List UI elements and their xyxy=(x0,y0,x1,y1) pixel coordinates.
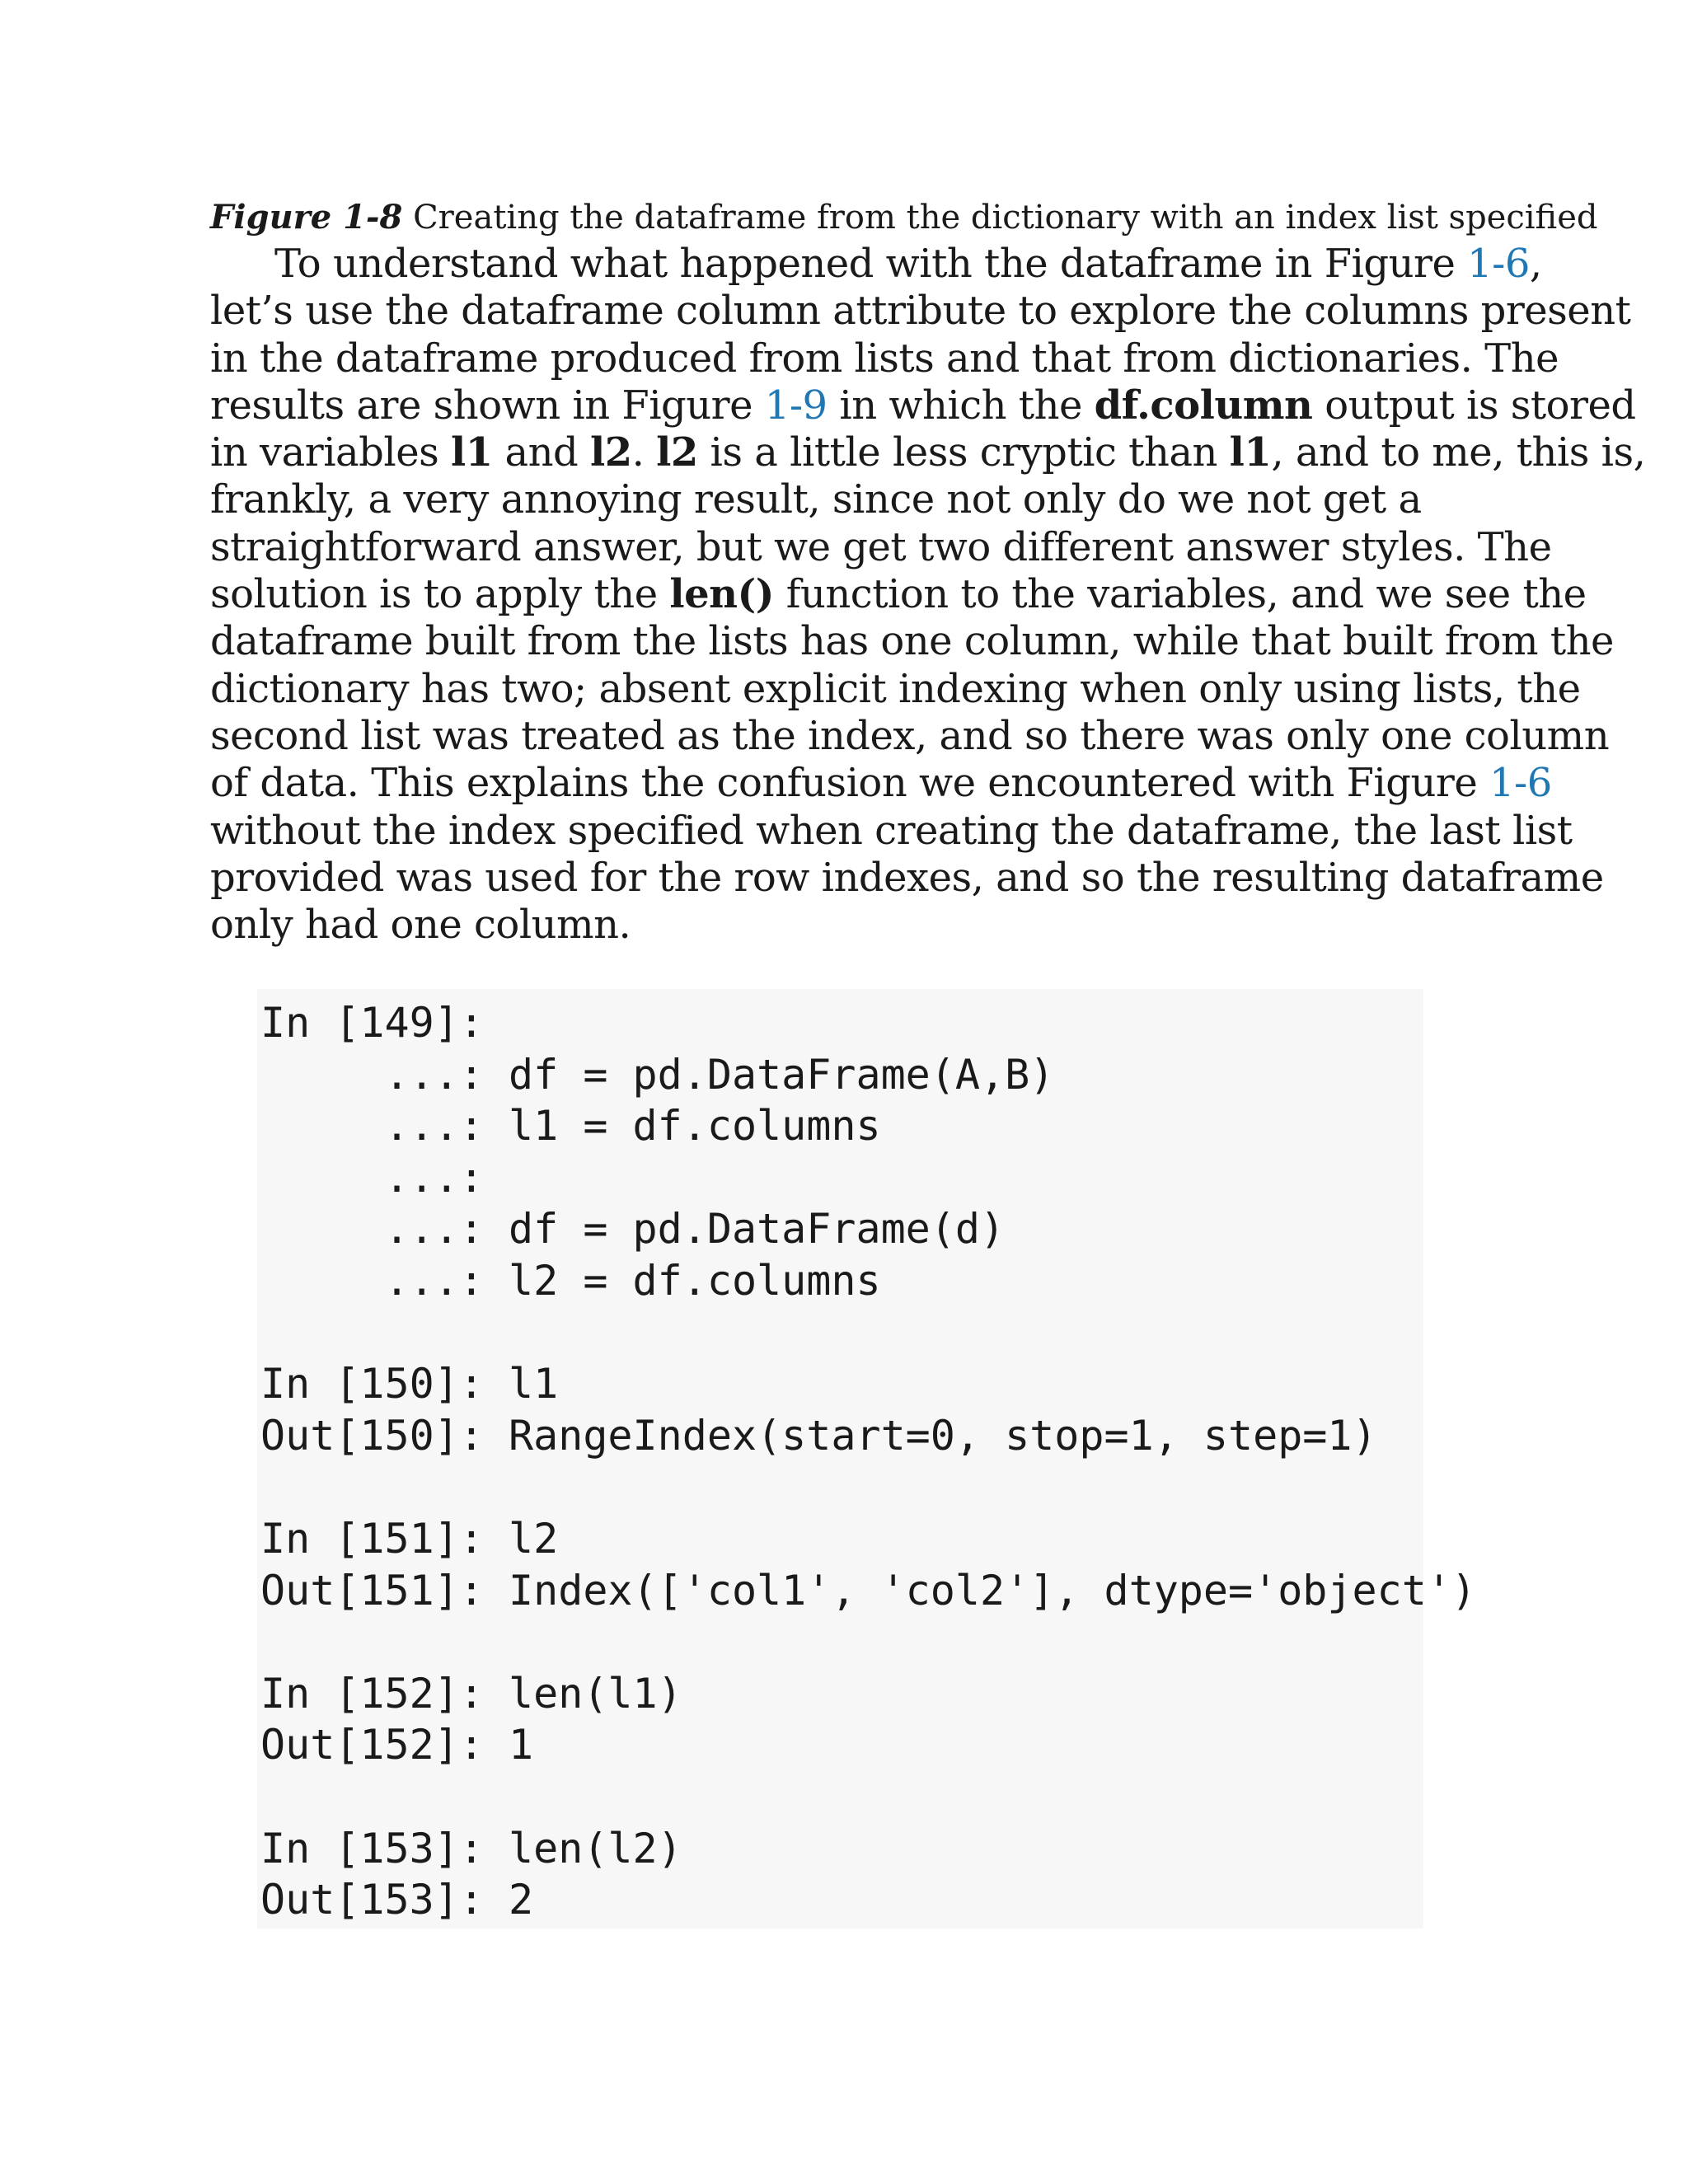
paragraph-line xyxy=(210,902,1479,949)
text-run: without the index specified when creating the dataframe, the last list xyxy=(210,807,1573,854)
figure-caption xyxy=(210,196,1598,239)
paragraph-line xyxy=(210,335,1559,382)
figure-reference-link[interactable]: 1-6 xyxy=(1467,241,1530,287)
text-run: in which the xyxy=(827,382,1095,429)
code-line: In [149]: xyxy=(260,999,484,1047)
paragraph-line xyxy=(210,241,1542,288)
code-line: ...: l2 = df.columns xyxy=(260,1257,881,1305)
code-line: In [151]: l2 xyxy=(260,1515,559,1563)
paragraph-line xyxy=(210,523,1552,571)
inline-code-term: len() xyxy=(669,571,774,618)
figure-reference-link[interactable]: 1-9 xyxy=(764,382,828,429)
text-run: straightforward answer, but we get two different answer styles. The xyxy=(210,523,1552,570)
text-run: output is stored xyxy=(1312,382,1636,429)
paragraph-line xyxy=(210,382,1636,429)
paragraph-line xyxy=(210,665,1581,713)
inline-code-term: l2 xyxy=(589,429,632,476)
code-line: ...: xyxy=(260,1153,484,1202)
paragraph-line xyxy=(210,288,1631,335)
text-run: . xyxy=(631,429,657,476)
figure-label: Figure 1-8 xyxy=(210,198,403,237)
text-run: function to the variables, and we see the xyxy=(773,571,1587,618)
paragraph-line xyxy=(210,618,1614,665)
text-run: , and to me, this is, xyxy=(1271,429,1646,476)
code-line: Out[152]: 1 xyxy=(260,1721,534,1769)
code-line: Out[151]: Index(['col1', 'col2'], dtype='object') xyxy=(260,1566,1477,1615)
text-run: in variables xyxy=(210,429,452,476)
paragraph-line xyxy=(210,571,1587,618)
figure-reference-link[interactable]: 1-6 xyxy=(1489,760,1552,807)
text-run: dictionary has two; absent explicit indexing when only using lists, the xyxy=(210,665,1581,712)
text-run: results are shown in Figure xyxy=(210,382,765,429)
code-line: In [150]: l1 xyxy=(260,1360,559,1408)
text-run: solution is to apply the xyxy=(210,571,670,618)
body-paragraph xyxy=(210,241,1646,949)
code-line: In [152]: len(l1) xyxy=(260,1669,682,1718)
code-line: Out[150]: RangeIndex(start=0, stop=1, step=1) xyxy=(260,1411,1377,1460)
text-run: only had one column. xyxy=(210,902,631,949)
text-run: frankly, a very annoying result, since not only do we not get a xyxy=(210,476,1422,523)
text-run: second list was treated as the index, and so there was only one column xyxy=(210,712,1610,759)
paragraph-line xyxy=(210,476,1479,523)
text-run: of data. This explains the confusion we encountered with Figure xyxy=(210,760,1489,807)
code-line: Out[153]: 2 xyxy=(260,1876,534,1924)
code-line: ...: l1 = df.columns xyxy=(260,1102,881,1151)
text-run: let’s use the dataframe column attribute to explore the columns present xyxy=(210,288,1631,335)
paragraph-line xyxy=(210,760,1552,807)
inline-code-term: l2 xyxy=(656,429,698,476)
text-run: dataframe built from the lists has one column, while that built from the xyxy=(210,618,1614,665)
paragraph-line xyxy=(210,712,1610,760)
inline-code-term: l1 xyxy=(1229,429,1272,476)
figure-caption-text: Creating the dataframe from the dictionary with an index list specified xyxy=(413,199,1598,237)
paragraph-line xyxy=(210,854,1604,902)
text-run: provided was used for the row indexes, and so the resulting dataframe xyxy=(210,854,1604,901)
text-run: To understand what happened with the dataframe in Figure xyxy=(274,241,1468,287)
code-screenshot xyxy=(257,989,1477,1929)
paragraph-line xyxy=(210,429,1646,476)
text-run: is a little less cryptic than xyxy=(697,429,1230,476)
code-line: In [153]: len(l2) xyxy=(260,1824,682,1872)
text-run: in the dataframe produced from lists and that from dictionaries. The xyxy=(210,335,1559,382)
inline-code-term: l1 xyxy=(451,429,493,476)
inline-code-term: df.column xyxy=(1094,382,1313,429)
text-run: and xyxy=(492,429,590,476)
text-run: , xyxy=(1529,241,1542,287)
code-line: ...: df = pd.DataFrame(A,B) xyxy=(260,1050,1055,1099)
code-line: ...: df = pd.DataFrame(d) xyxy=(260,1205,1006,1254)
paragraph-line xyxy=(210,807,1573,855)
